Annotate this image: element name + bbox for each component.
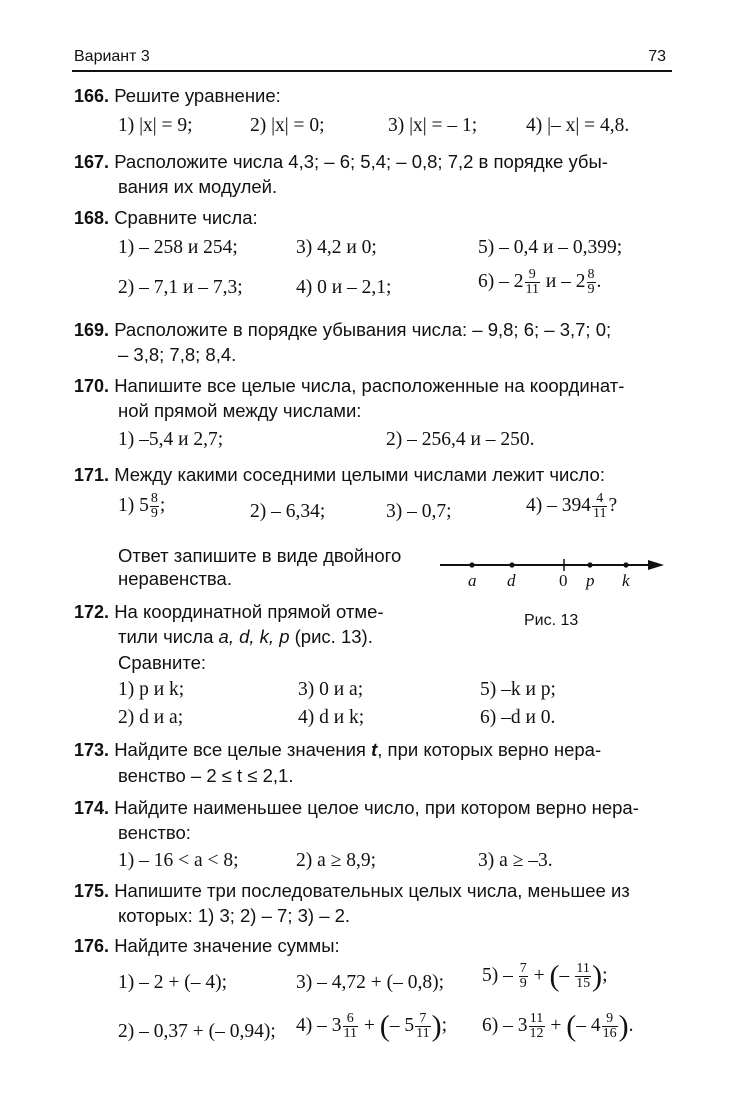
item: 2) – 0,37 + (– 0,94); — [118, 1021, 276, 1042]
problem-text: На координатной прямой отме- — [114, 601, 384, 622]
problem-number: 173. — [74, 740, 110, 760]
problem-number: 166. — [74, 86, 110, 106]
item: 5) – 0,4 и – 0,399; — [478, 237, 623, 258]
point-d — [509, 562, 514, 567]
header-rule — [72, 70, 672, 72]
problem-text: – 3,8; 7,8; 8,4. — [118, 344, 237, 365]
problem-text: Найдите наименьшее целое число, при котором верно нера- — [114, 797, 639, 818]
item: 2) – 6,34; — [250, 501, 326, 522]
problem-170 — [74, 374, 624, 398]
item: 3) |x| = – 1; — [388, 115, 478, 136]
problem-176 — [74, 934, 340, 958]
item: 6) –d и 0. — [480, 707, 556, 728]
problem-text: ной прямой между числами: — [118, 400, 362, 421]
problem-text: Сравните числа: — [114, 207, 258, 228]
problem-number: 170. — [74, 376, 110, 396]
problem-text: Напишите все целые числа, расположенные на координат- — [114, 375, 625, 396]
problem-text: которых: 1) 3; 2) – 7; 3) – 2. — [118, 905, 351, 926]
label-d: d — [507, 571, 516, 590]
label-p: p — [586, 571, 595, 590]
item: 1) –5,4 и 2,7; — [118, 429, 224, 450]
variant-title: Вариант 3 — [74, 48, 150, 65]
problem-text: Сравните: — [118, 652, 207, 673]
problem-text: Напишите три последовательных целых числа, меньшее из — [114, 880, 630, 901]
problem-175 — [74, 879, 630, 903]
problem-173: 173. Найдите все целые значения t, при которых верно нера- — [74, 739, 602, 760]
problem-number: 174. — [74, 798, 110, 818]
item: 4) |– x| = 4,8. — [526, 115, 630, 136]
item: 1) – 258 и 254; — [118, 237, 238, 258]
problem-number: 168. — [74, 208, 110, 228]
point-p — [587, 562, 592, 567]
problem-number: 175. — [74, 881, 110, 901]
point-k — [623, 562, 628, 567]
arrow-icon — [648, 560, 664, 570]
problem-174 — [74, 796, 639, 820]
problem-text: венство – 2 ≤ t ≤ 2,1. — [118, 765, 294, 786]
number-line-figure — [438, 553, 668, 593]
problem-text: Найдите значение суммы: — [114, 935, 340, 956]
item: 4) d и k; — [298, 707, 365, 728]
label-a: a — [468, 571, 477, 590]
answer-note: Ответ запишите в виде двойного — [118, 545, 402, 566]
problem-text: тили числа a, d, k, p (рис. 13). — [118, 626, 373, 647]
label-zero: 0 — [559, 571, 568, 590]
item: 3) a ≥ –3. — [478, 850, 553, 871]
problem-text: венство: — [118, 822, 191, 843]
problem-text: Решите уравнение: — [114, 85, 281, 106]
item: 2) – 256,4 и – 250. — [386, 429, 535, 450]
item-with-fraction: 1) 5 $\frac{8}{9}$ ; — [118, 491, 166, 521]
problem-171 — [74, 463, 605, 487]
item: 2) d и a; — [118, 707, 184, 728]
item: 1) p и k; — [118, 679, 185, 700]
problem-168 — [74, 206, 258, 230]
item: 1) – 2 + (– 4); — [118, 972, 228, 993]
problem-text: Расположите в порядке убывания числа: – 9,8; 6; – 3,7; 0; — [114, 319, 612, 340]
problem-text: вания их модулей. — [118, 176, 278, 197]
item-with-fractions: 6) – 2 $\frac{9}{11}$ и – 2 $\frac{8}{9}$ . — [478, 267, 602, 297]
answer-note: неравенства. — [118, 568, 232, 589]
page-header — [72, 48, 672, 70]
problem-text: Расположите числа 4,3; – 6; 5,4; – 0,8; 7,2 в порядке убы- — [114, 151, 608, 172]
item-with-fraction: 4) – 394 $\frac{4}{11}$ ? — [526, 491, 618, 521]
item: 2) |x| = 0; — [250, 115, 325, 136]
problem-number: 171. — [74, 465, 110, 485]
problem-number: 172. — [74, 602, 110, 622]
problem-number: 169. — [74, 320, 110, 340]
problem-number: 176. — [74, 936, 110, 956]
problem-number: 167. — [74, 152, 110, 172]
item-with-fractions: 5) – $\frac{7}{9}$ + (– $\frac{11}{15}$ ); — [482, 959, 608, 993]
problem-166 — [74, 84, 281, 108]
item: 5) –k и p; — [480, 679, 556, 700]
item: 3) – 4,72 + (– 0,8); — [296, 972, 445, 993]
point-a — [469, 562, 474, 567]
page-number: 73 — [648, 48, 666, 65]
problem-167 — [74, 150, 608, 174]
item: 3) – 0,7; — [386, 501, 452, 522]
item-with-fractions: 6) – 3 $\frac{11}{12}$ + (– 4 $\frac{9}{16}$ ). — [482, 1009, 634, 1043]
item-with-fractions: 4) – 3 $\frac{6}{11}$ + (– 5 $\frac{7}{11}$ ); — [296, 1009, 448, 1043]
figure-caption: Рис. 13 — [524, 612, 579, 629]
item: 4) 0 и – 2,1; — [296, 277, 392, 298]
item: 1) |x| = 9; — [118, 115, 193, 136]
problem-text: Между какими соседними целыми числами лежит число: — [114, 464, 605, 485]
problem-172 — [74, 600, 384, 624]
item: 3) 4,2 и 0; — [296, 237, 377, 258]
label-k: k — [622, 571, 630, 590]
item: 3) 0 и a; — [298, 679, 364, 700]
item: 1) – 16 < a < 8; — [118, 850, 239, 871]
item: 2) a ≥ 8,9; — [296, 850, 377, 871]
problem-169 — [74, 318, 611, 342]
item: 2) – 7,1 и – 7,3; — [118, 277, 243, 298]
